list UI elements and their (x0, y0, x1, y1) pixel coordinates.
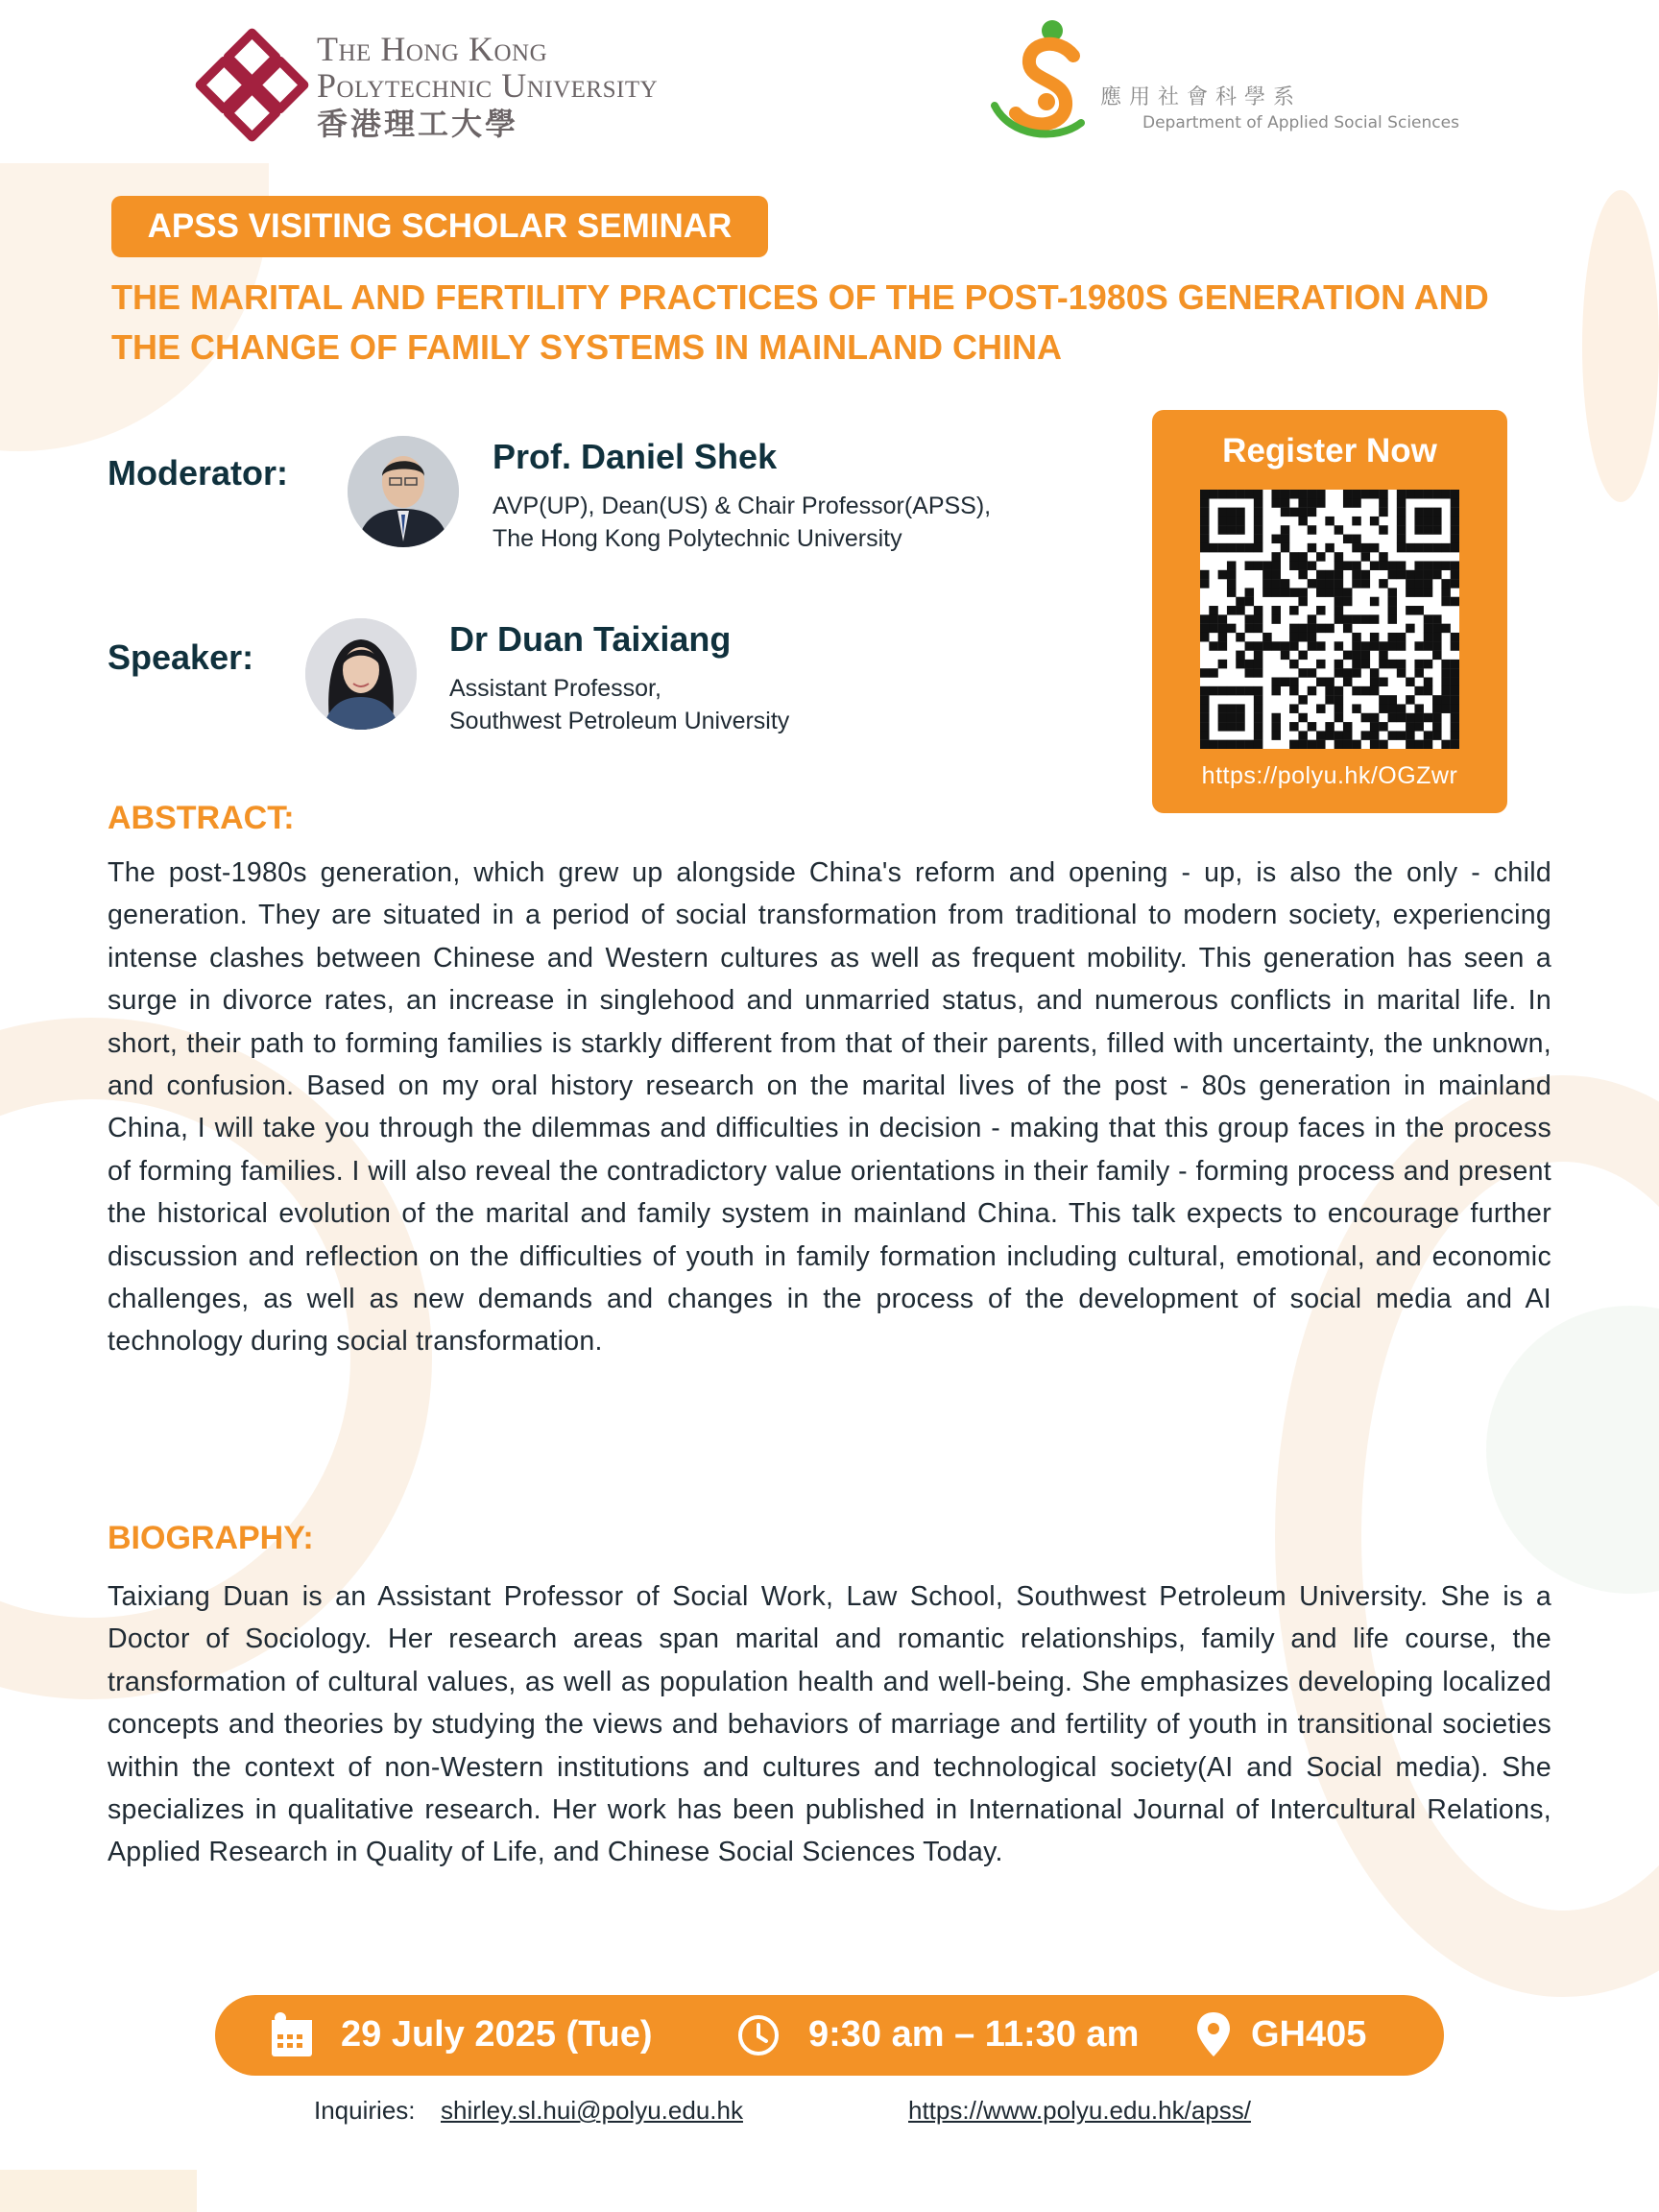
department-name-english: Department of Applied Social Sciences (1142, 113, 1459, 132)
moderator-role-line1: AVP(UP), Dean(US) & Chair Professor(APSS), (493, 493, 992, 519)
abstract-heading: ABSTRACT: (108, 800, 295, 836)
department-name-chinese: 應用社會科學系 (1100, 85, 1303, 109)
registration-qr-code[interactable] (1200, 490, 1459, 749)
person-photo-icon (348, 436, 459, 547)
background-shape (1582, 190, 1659, 502)
background-shape (0, 2170, 197, 2212)
university-name-chinese: 香港理工大學 (317, 106, 519, 142)
speaker-role-line2: Southwest Petroleum University (449, 708, 790, 734)
register-title: Register Now (1222, 432, 1437, 469)
person-photo-icon (305, 618, 417, 730)
department-website-link[interactable]: https://www.polyu.edu.hk/apss/ (908, 2096, 1251, 2125)
biography-text: Taixiang Duan is an Assistant Professor of Social Work, Law School, Southwest Petroleum University. She is a Doctor of Sociology. Her research areas span marital and romantic relationships, family and life course, the transformation of cultural values, as well as population health and well-being. She emphasizes developing localized concepts and theories by studying the views and behaviors of marriage and fertility of youth in transitional societies within the context of non-Western institutions and cultures and technological society(AI and Social media). She specializes in qualitative research. Her work has been published in International Journal of Intercultural Relations, Applied Research in Quality of Life, and Chinese Social Sciences Today. (108, 1581, 1551, 1868)
abstract-text: The post-1980s generation, which grew up alongside China's reform and opening - up, is also the only - child generation. They are situated in a period of social transformation from traditional to modern society, experiencing intense clashes between Chinese and Western cultures as well as frequent mobility. This generation has seen a surge in divorce rates, an increase in singlehood and unmarried status, and numerous conflicts in marital life. In short, their path to forming families is starkly different from that of their parents, filled with uncertainty, the unknown, and confusion. Based on my oral history research on the marital lives of the post - 80s generation in mainland China, I will take you through the dilemmas and difficulties in decision - making that this group faces in the process of forming families. I will also reveal the contradictory value orientations in their family - forming process and present the historical evolution of the marital and family system in mainland China. This talk expects to encourage further discussion and reflection on the difficulties of youth in family formation including cultural, emotional, and economic challenges, as well as new demands and changes in the process of the development of social media and AI technology during social transformation. (108, 857, 1551, 1358)
moderator-label: Moderator: (108, 453, 288, 493)
speaker-avatar (305, 618, 417, 730)
event-date: 29 July 2025 (Tue) (341, 2014, 653, 2055)
speaker-role-line1: Assistant Professor, (449, 675, 661, 702)
biography-heading: BIOGRAPHY: (108, 1520, 314, 1556)
inquiries-email-link[interactable]: shirley.sl.hui@polyu.edu.hk (441, 2096, 743, 2125)
register-url[interactable]: https://polyu.hk/OGZwr (1201, 762, 1458, 789)
speaker-label: Speaker: (108, 637, 254, 677)
moderator-name: Prof. Daniel Shek (493, 437, 778, 476)
seminar-title: THE MARITAL AND FERTILITY PRACTICES OF THE POST-1980S GENERATION AND THE CHANGE OF FAMILY SYSTEMS IN MAINLAND CHINA (111, 277, 1489, 367)
university-name-line2: Polytechnic University (317, 66, 659, 105)
inquiries-label: Inquiries: (314, 2096, 416, 2125)
qr-code-icon (1200, 490, 1459, 749)
speaker-name: Dr Duan Taixiang (449, 619, 732, 659)
apss-logo-icon (989, 17, 1094, 142)
university-name-line1: The Hong Kong (317, 30, 548, 68)
location-pin-icon (1194, 2010, 1233, 2060)
moderator-avatar (348, 436, 459, 547)
moderator-role-line2: The Hong Kong Polytechnic University (493, 525, 902, 552)
calendar-icon (267, 2010, 317, 2060)
event-time: 9:30 am – 11:30 am (808, 2014, 1140, 2055)
event-venue: GH405 (1251, 2014, 1367, 2055)
seminar-series-tag: APSS VISITING SCHOLAR SEMINAR (111, 196, 768, 257)
clock-icon (735, 2012, 781, 2058)
polyu-logo-icon (192, 25, 312, 145)
